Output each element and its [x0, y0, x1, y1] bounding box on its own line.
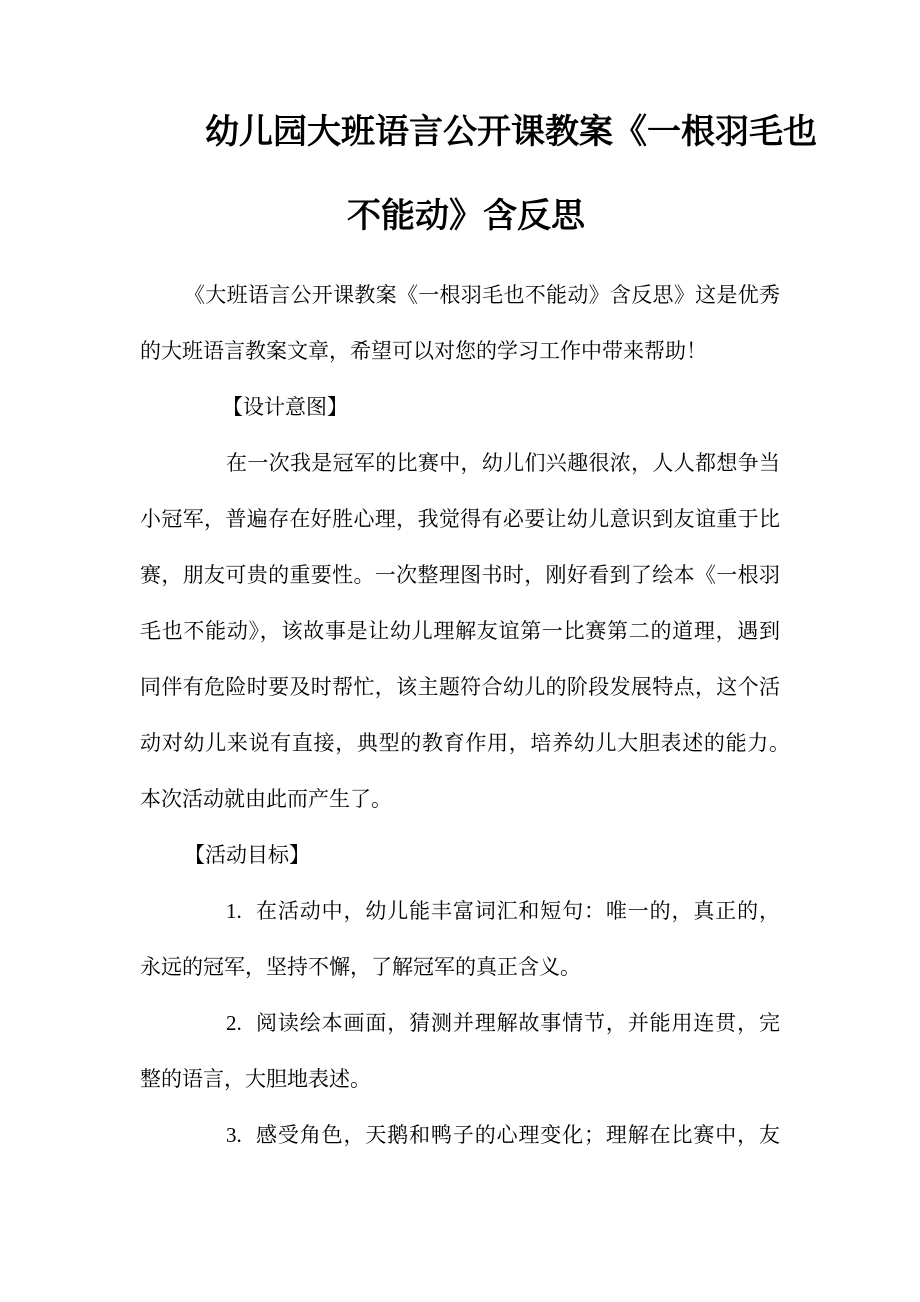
design-intent-line-7: 本次活动就由此而产生了。	[140, 787, 392, 811]
design-intent-heading: 【设计意图】	[222, 395, 348, 419]
goal-3-line-1: 感受角色，天鹅和鸭子的心理变化；理解在比赛中，友	[256, 1123, 780, 1147]
goal-3-number: 3.	[226, 1123, 242, 1147]
design-intent-line-5: 同伴有危险时要及时帮忙，该主题符合幼儿的阶段发展特点，这个活	[140, 675, 780, 699]
goal-1-number: 1.	[226, 899, 242, 923]
design-intent-line-3: 赛，朋友可贵的重要性。一次整理图书时，刚好看到了绘本《一根羽	[140, 563, 780, 587]
goal-2-line-1: 阅读绘本画面，猜测并理解故事情节，并能用连贯，完	[256, 1011, 780, 1035]
design-intent-line-2: 小冠军，普遍存在好胜心理，我觉得有必要让幼儿意识到友谊重于比	[140, 507, 780, 531]
intro-line-1: 《大班语言公开课教案《一根羽毛也不能动》含反思》这是优秀	[184, 283, 780, 307]
document-title-line-2: 不能动》含反思	[347, 196, 585, 236]
intro-line-2: 的大班语言教案文章，希望可以对您的学习工作中带来帮助！	[140, 339, 707, 363]
goal-1-line-2: 永远的冠军，坚持不懈，了解冠军的真正含义。	[140, 955, 581, 979]
goal-1-line-1: 在活动中，幼儿能丰富词汇和短句：唯一的，真正的，	[256, 899, 780, 923]
document-title-line-1: 幼儿园大班语言公开课教案《一根羽毛也	[205, 112, 817, 152]
design-intent-line-4: 毛也不能动》，该故事是让幼儿理解友谊第一比赛第二的道理，遇到	[140, 619, 780, 643]
activity-goals-heading: 【活动目标】	[184, 843, 310, 867]
goal-2-number: 2.	[226, 1011, 242, 1035]
design-intent-line-6: 动对幼儿来说有直接，典型的教育作用，培养幼儿大胆表述的能力。	[140, 731, 790, 755]
goal-2-line-2: 整的语言，大胆地表述。	[140, 1067, 371, 1091]
design-intent-line-1: 在一次我是冠军的比赛中，幼儿们兴趣很浓，人人都想争当	[226, 451, 780, 475]
